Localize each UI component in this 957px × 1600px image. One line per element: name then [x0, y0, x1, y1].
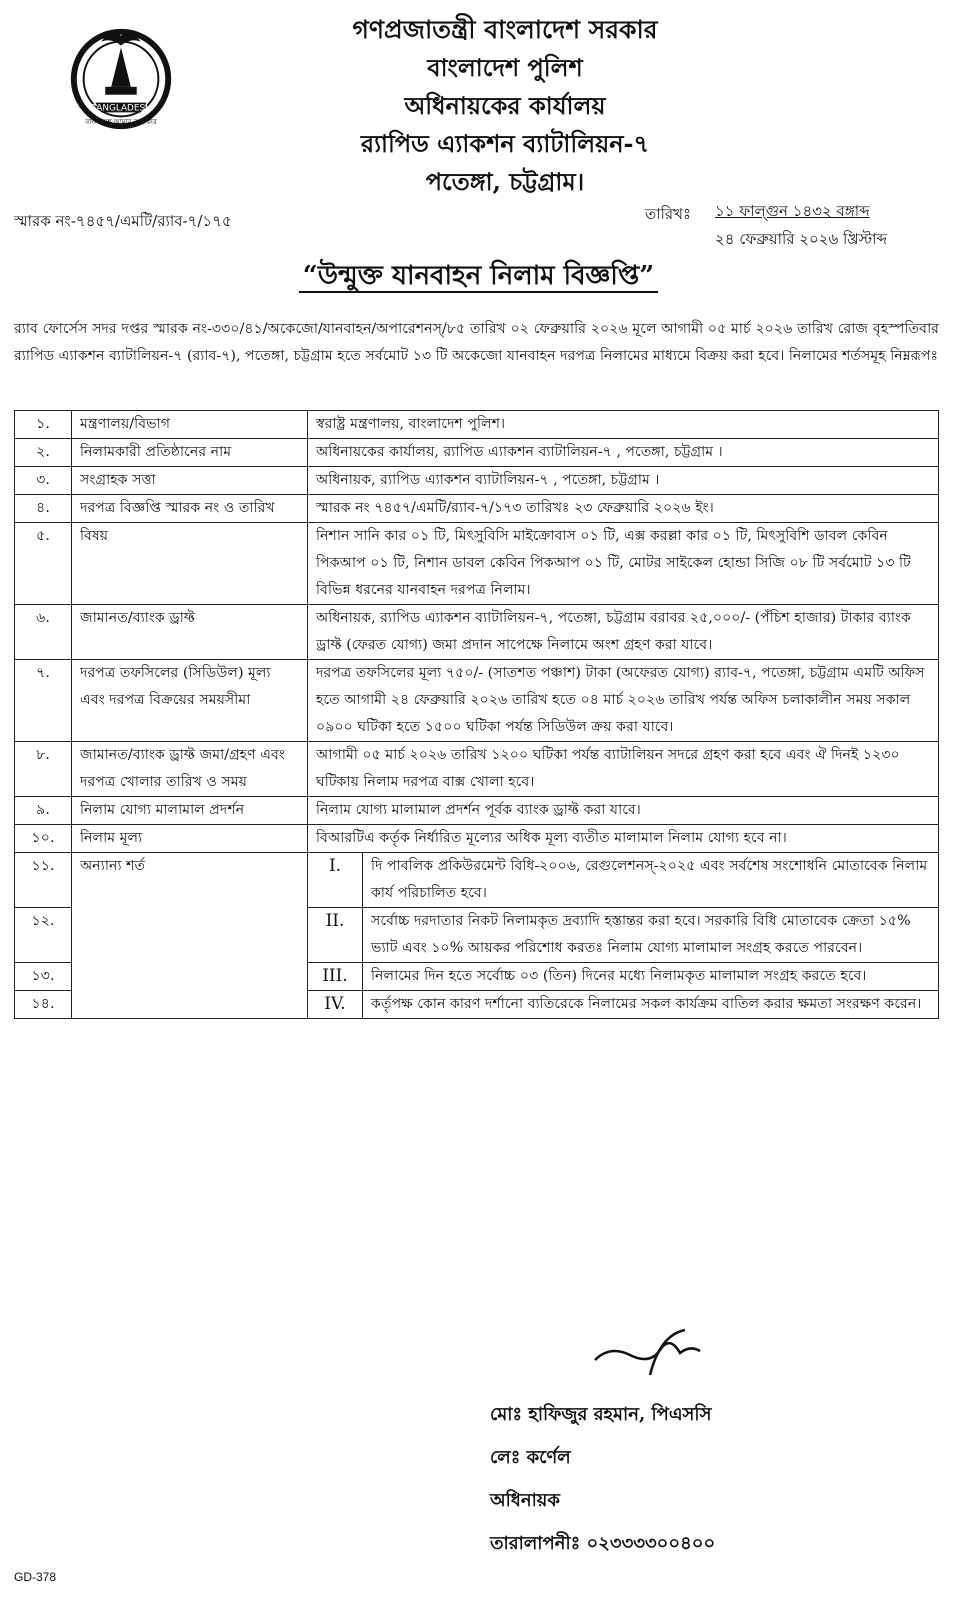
row-label: সংগ্রাহক সত্তা — [72, 467, 308, 495]
row-number: ২. — [15, 439, 72, 467]
conditions-table — [14, 410, 939, 1019]
table-row — [15, 411, 939, 439]
row-number: ১০. — [15, 825, 72, 853]
table-row — [15, 523, 939, 605]
row-label: জামানত/ব্যাংক ড্রাফ্ট — [72, 605, 308, 660]
row-number: ৬. — [15, 605, 72, 660]
footer-code: GD-378 — [14, 1570, 57, 1584]
row-label: দরপত্র তফসিলের (সিডিউল) মূল্য এবং দরপত্র বিক্রয়ের সময়সীমা — [72, 660, 308, 742]
row-value: অধিনায়কের কার্যালয়, র‌্যাপিড এ্যাকশন ব্যাটালিয়ন-৭ , পতেঙ্গা, চট্টগ্রাম । — [308, 439, 939, 467]
roman-numeral: IV. — [308, 991, 363, 1019]
signatory-designation: অধিনায়ক — [490, 1490, 560, 1511]
row-value: নিশান সানি কার ০১ টি, মিৎসুবিসি মাইক্রোবাস ০১ টি, এক্স করল্লা কার ০১ টি, মিৎসুবিশি ডাবল কেবিন পিকআপ ০১ টি, নিশান ডাবল কেবিন পিকআপ ০১ টি, মোটর সাইকেল হোন্ডা সিজি ০৮ টি সর্বমোট ১৩ টি বিভিন্ন ধরনের যানবাহন দরপত্র নিলাম। — [308, 523, 939, 605]
row-number: ১৪. — [15, 991, 72, 1019]
row-label: মন্ত্রণালয়/বিভাগ — [72, 411, 308, 439]
table-row — [15, 742, 939, 797]
row-label: দরপত্র বিজ্ঞপ্তি স্মারক নং ও তারিখ — [72, 495, 308, 523]
table-row — [15, 853, 939, 908]
notice-title-text: “উন্মুক্ত যানবাহন নিলাম বিজ্ঞপ্তি” — [299, 261, 658, 293]
row-label: নিলাম যোগ্য মালামাল প্রদর্শন — [72, 797, 308, 825]
notice-title — [0, 255, 957, 299]
row-label: নিলামকারী প্রতিষ্ঠানের নাম — [72, 439, 308, 467]
row-label: জামানত/ব্যাংক ড্রাফ্ট জমা/গ্রহণ এবং দরপত্র খোলার তারিখ ও সময় — [72, 742, 308, 797]
row-value: কর্তৃপক্ষ কোন কারণ দর্শানো ব্যতিরেকে নিলামের সকল কার্যক্রম বাতিল করার ক্ষমতা সংরক্ষণ করেন। — [363, 991, 939, 1019]
roman-numeral: III. — [308, 963, 363, 991]
row-value: দি পাবলিক প্রকিউরমেন্ট বিধি-২০০৬, রেগুলেশনস্-২০২৫ এবং সর্বশেষ সংশোধনি মোতাবেক নিলাম কার্য পরিচালিত হবে। — [363, 853, 939, 908]
row-number: ৮. — [15, 742, 72, 797]
row-number: ১১. — [15, 853, 72, 908]
row-value: স্মারক নং ৭৪৫৭/এমটি/র‌্যাব-৭/১৭৩ তারিখঃ ২৩ ফেব্রুয়ারি ২০২৬ ইং। — [308, 495, 939, 523]
memo-number: স্মারক নং-৭৪৫৭/এমটি/র‌্যাব-৭/১৭৫ — [14, 212, 232, 230]
row-number: ৭. — [15, 660, 72, 742]
row-number: ৪. — [15, 495, 72, 523]
roman-numeral: II. — [308, 908, 363, 963]
header-battalion: র‌্যাপিড এ্যাকশন ব্যাটালিয়ন-৭ — [360, 129, 650, 158]
table-row — [15, 439, 939, 467]
table-row — [15, 825, 939, 853]
table-row — [15, 660, 939, 742]
logo-bottom-text: বাংলাদেশ আমার অহংকার — [85, 118, 157, 127]
logo-band-text: BANGLADESH — [90, 103, 152, 114]
signatory-rank: লেঃ কর্ণেল — [490, 1447, 571, 1468]
logo-top-text: ২৪৪ — [112, 93, 130, 104]
table-row — [15, 605, 939, 660]
row-value: আগামী ০৫ মার্চ ২০২৬ তারিখ ১২০০ ঘটিকা পর্যন্ত ব্যাটালিয়ন সদরে গ্রহণ করা হবে এবং ঐ দিনই ১২৩০ ঘটিকায় নিলাম দরপত্র বাক্স খোলা হবে। — [308, 742, 939, 797]
row-label: বিষয় — [72, 523, 308, 605]
signatory-phone: তারালাপনীঃ ০২৩৩৩৩০০৪০০ — [490, 1533, 716, 1554]
table-row — [15, 495, 939, 523]
row-value: বিআরটিএ কর্তৃক নির্ধারিত মূল্যের অধিক মূল্য ব্যতীত মালামাল নিলাম যোগ্য হবে না। — [308, 825, 939, 853]
row-value: অধিনায়ক, র‌্যাপিড এ্যাকশন ব্যাটালিয়ন-৭, পতেঙ্গা, চট্টগ্রাম বরাবর ২৫,০০০/- (পঁচিশ হাজার) টাকার ব্যাংক ড্রাফ্ট (ফেরত যোগ্য) জমা প্রদান সাপেক্ষে নিলামে অংশ গ্রহণ করা যাবে। — [308, 605, 939, 660]
rab-emblem-icon — [62, 18, 180, 136]
row-number: ৫. — [15, 523, 72, 605]
row-number: ৩. — [15, 467, 72, 495]
row-value: দরপত্র তফসিলের মূল্য ৭৫০/- (সাতশত পঞ্চাশ) টাকা (অফেরত যোগ্য) র‌্যাব-৭, পতেঙ্গা, চট্টগ্রাম এমটি অফিস হতে আগামী ২৪ ফেব্রুয়ারি ২০২৬ তারিখ হতে ০৪ মার্চ ২০২৬ তারিখ পর্যন্ত অফিস চলাকালীন সময় সকাল ০৯০০ ঘটিকা হতে ১৫০০ ঘটিকা পর্যন্ত সিডিউল ক্রয় করা যাবে। — [308, 660, 939, 742]
date-english: ২৪ ফেব্রুয়ারি ২০২৬ খ্রিস্টাব্দ — [715, 230, 887, 248]
row-number: ১. — [15, 411, 72, 439]
row-value: স্বরাষ্ট্র মন্ত্রণালয়, বাংলাদেশ পুলিশ। — [308, 411, 939, 439]
intro-paragraph: র‌্যাব ফোর্সেস সদর দপ্তর স্মারক নং-৩৩০/৪১/অকেজো/যানবাহন/অপারেশনস্/৮৫ তারিখ ০২ ফেব্রুয়ারি ২০২৬ মূলে আগামী ০৫ মার্চ ২০২৬ তারিখ রোজ বৃহস্পতিবার র‌্যাপিড এ্যাকশন ব্যাটালিয়ন-৭ (র‌্যাব-৭), পতেঙ্গা, চট্টগ্রাম হতে সর্বমোট ১৩ টি অকেজো যানবাহন দরপত্র নিলামের মাধ্যমে বিক্রয় করা হবে। নিলামের শর্তসমূহ নিম্নরূপঃ — [14, 321, 939, 364]
row-value: নিলাম যোগ্য মালামাল প্রদর্শন পূর্বক ব্যাংক ড্রাফ্ট করা যাবে। — [308, 797, 939, 825]
row-number: ৯. — [15, 797, 72, 825]
row-value: নিলামের দিন হতে সর্বোচ্চ ০৩ (তিন) দিনের মধ্যে নিলামকৃত মালামাল সংগ্রহ করতে হবে। — [363, 963, 939, 991]
header-location: পতেঙ্গা, চট্টগ্রাম। — [425, 167, 585, 196]
table-row — [15, 797, 939, 825]
header-office: অধিনায়কের কার্যালয় — [404, 91, 606, 120]
date-bangla: ১১ ফাল্গুন ১৪৩২ বঙ্গাব্দ — [715, 202, 870, 220]
row-value: অধিনায়ক, র‌্যাপিড এ্যাকশন ব্যাটালিয়ন-৭ , পতেঙ্গা, চট্টগ্রাম । — [308, 467, 939, 495]
signatory-name: মোঃ হাফিজুর রহমান, পিএসসি — [490, 1404, 712, 1425]
other-conditions-label: অন্যান্য শর্ত — [72, 853, 308, 1019]
signature-scribble — [590, 1315, 740, 1385]
row-number: ১২. — [15, 908, 72, 963]
date-label: তারিখঃ — [645, 205, 691, 223]
row-label: নিলাম মূল্য — [72, 825, 308, 853]
table-row — [15, 467, 939, 495]
header-police: বাংলাদেশ পুলিশ — [427, 53, 583, 82]
row-number: ১৩. — [15, 963, 72, 991]
row-value: সর্বোচ্চ দরদাতার নিকট নিলামকৃত দ্রব্যাদি হস্তান্তর করা হবে। সরকারি বিধি মোতাবেক ক্রেতা ১৫% ভ্যাট এবং ১০% আয়কর পরিশোধ করতঃ নিলাম যোগ্য মালামাল সংগ্রহ করতে পারবেন। — [363, 908, 939, 963]
header-gov: গণপ্রজাতন্ত্রী বাংলাদেশ সরকার — [352, 15, 658, 44]
roman-numeral: I. — [308, 853, 363, 908]
